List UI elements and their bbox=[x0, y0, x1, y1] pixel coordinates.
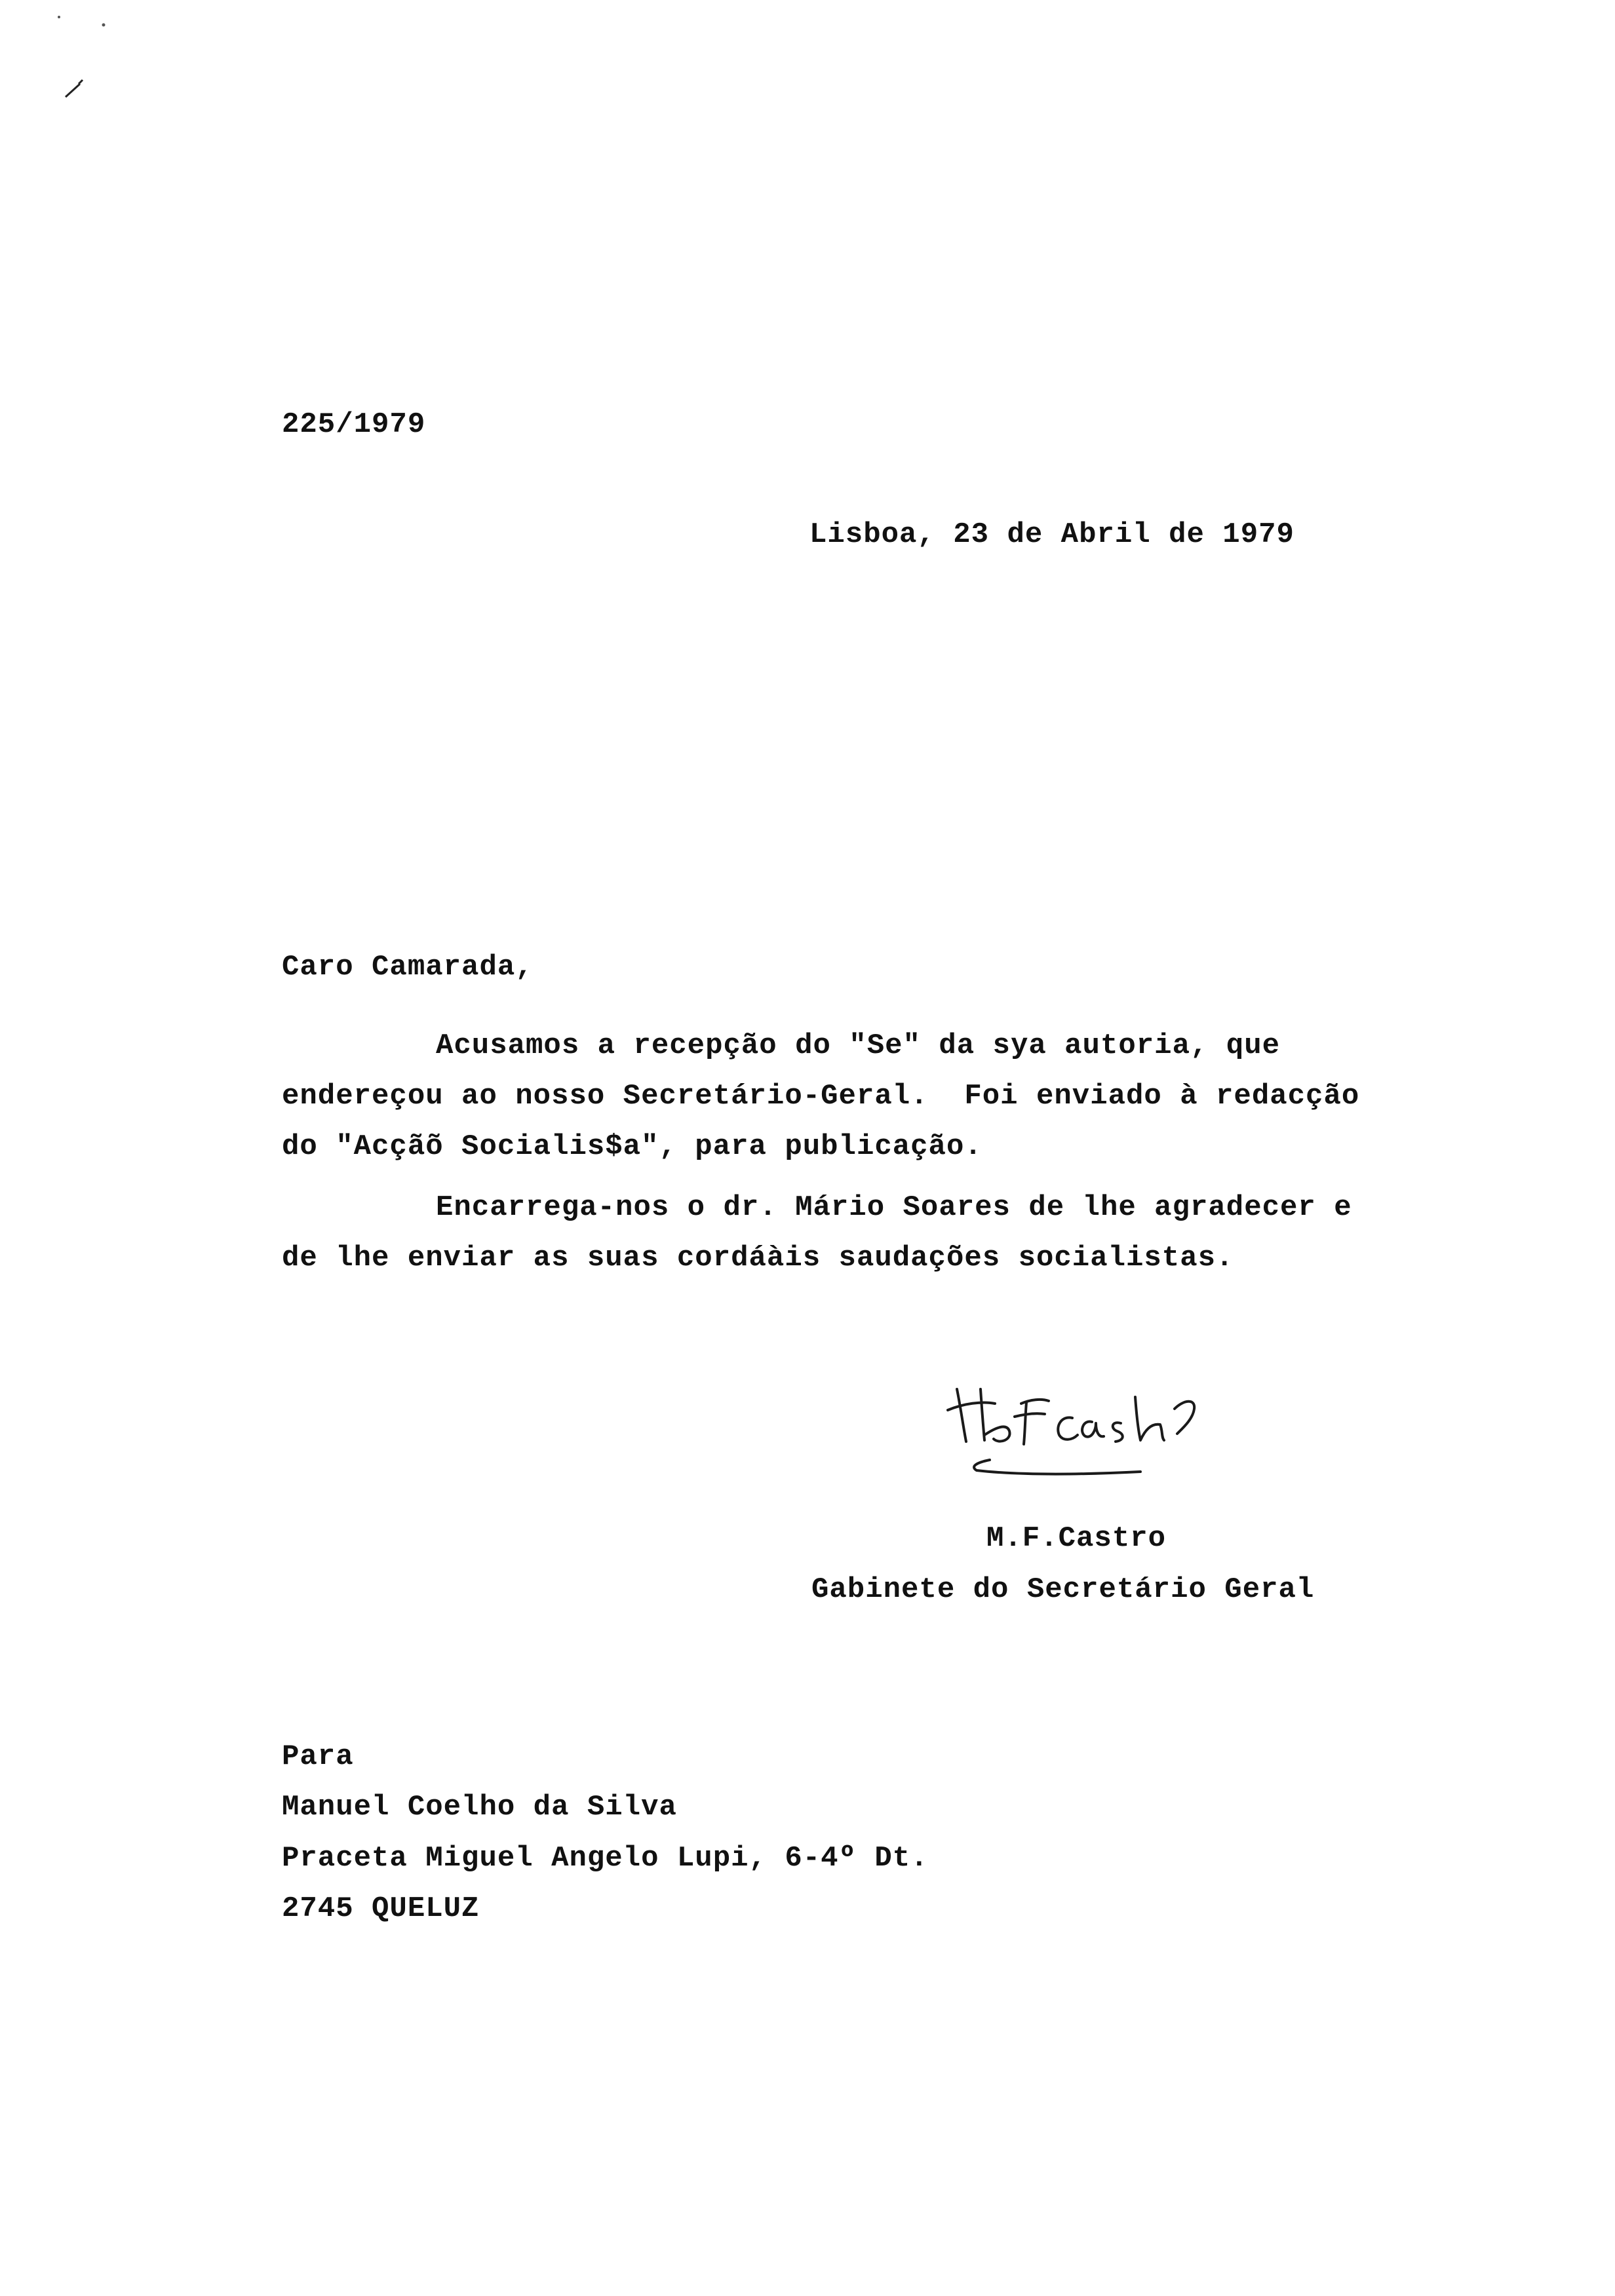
body-line: de lhe enviar as suas cordáàis saudações socialistas. bbox=[282, 1242, 1234, 1274]
recipient-street: Praceta Miguel Angelo Lupi, 6-4º Dt. bbox=[282, 1842, 929, 1875]
signatory-name: M.F.Castro bbox=[986, 1522, 1167, 1555]
recipient-name: Manuel Coelho da Silva bbox=[282, 1791, 677, 1824]
recipient-city: 2745 QUELUZ bbox=[282, 1892, 480, 1925]
salutation: Caro Camarada, bbox=[282, 951, 534, 984]
body-line: Encarrega-nos o dr. Mário Soares de lhe agradecer e bbox=[436, 1191, 1352, 1224]
recipient-label: Para bbox=[282, 1740, 354, 1773]
reference-number: 225/1979 bbox=[282, 408, 426, 441]
handwritten-signature bbox=[944, 1363, 1245, 1494]
stray-mark bbox=[52, 13, 131, 98]
body-line: endereçou ao nosso Secretário-Geral. Foi enviado à redacção bbox=[282, 1080, 1360, 1113]
place-date: Lisboa, 23 de Abril de 1979 bbox=[809, 518, 1294, 551]
body-line: do "Acçãõ Socialis$a", para publicação. bbox=[282, 1130, 983, 1163]
signatory-office: Gabinete do Secretário Geral bbox=[811, 1573, 1315, 1606]
body-line: Acusamos a recepção do "Se" da sya autoria, que bbox=[436, 1029, 1281, 1062]
